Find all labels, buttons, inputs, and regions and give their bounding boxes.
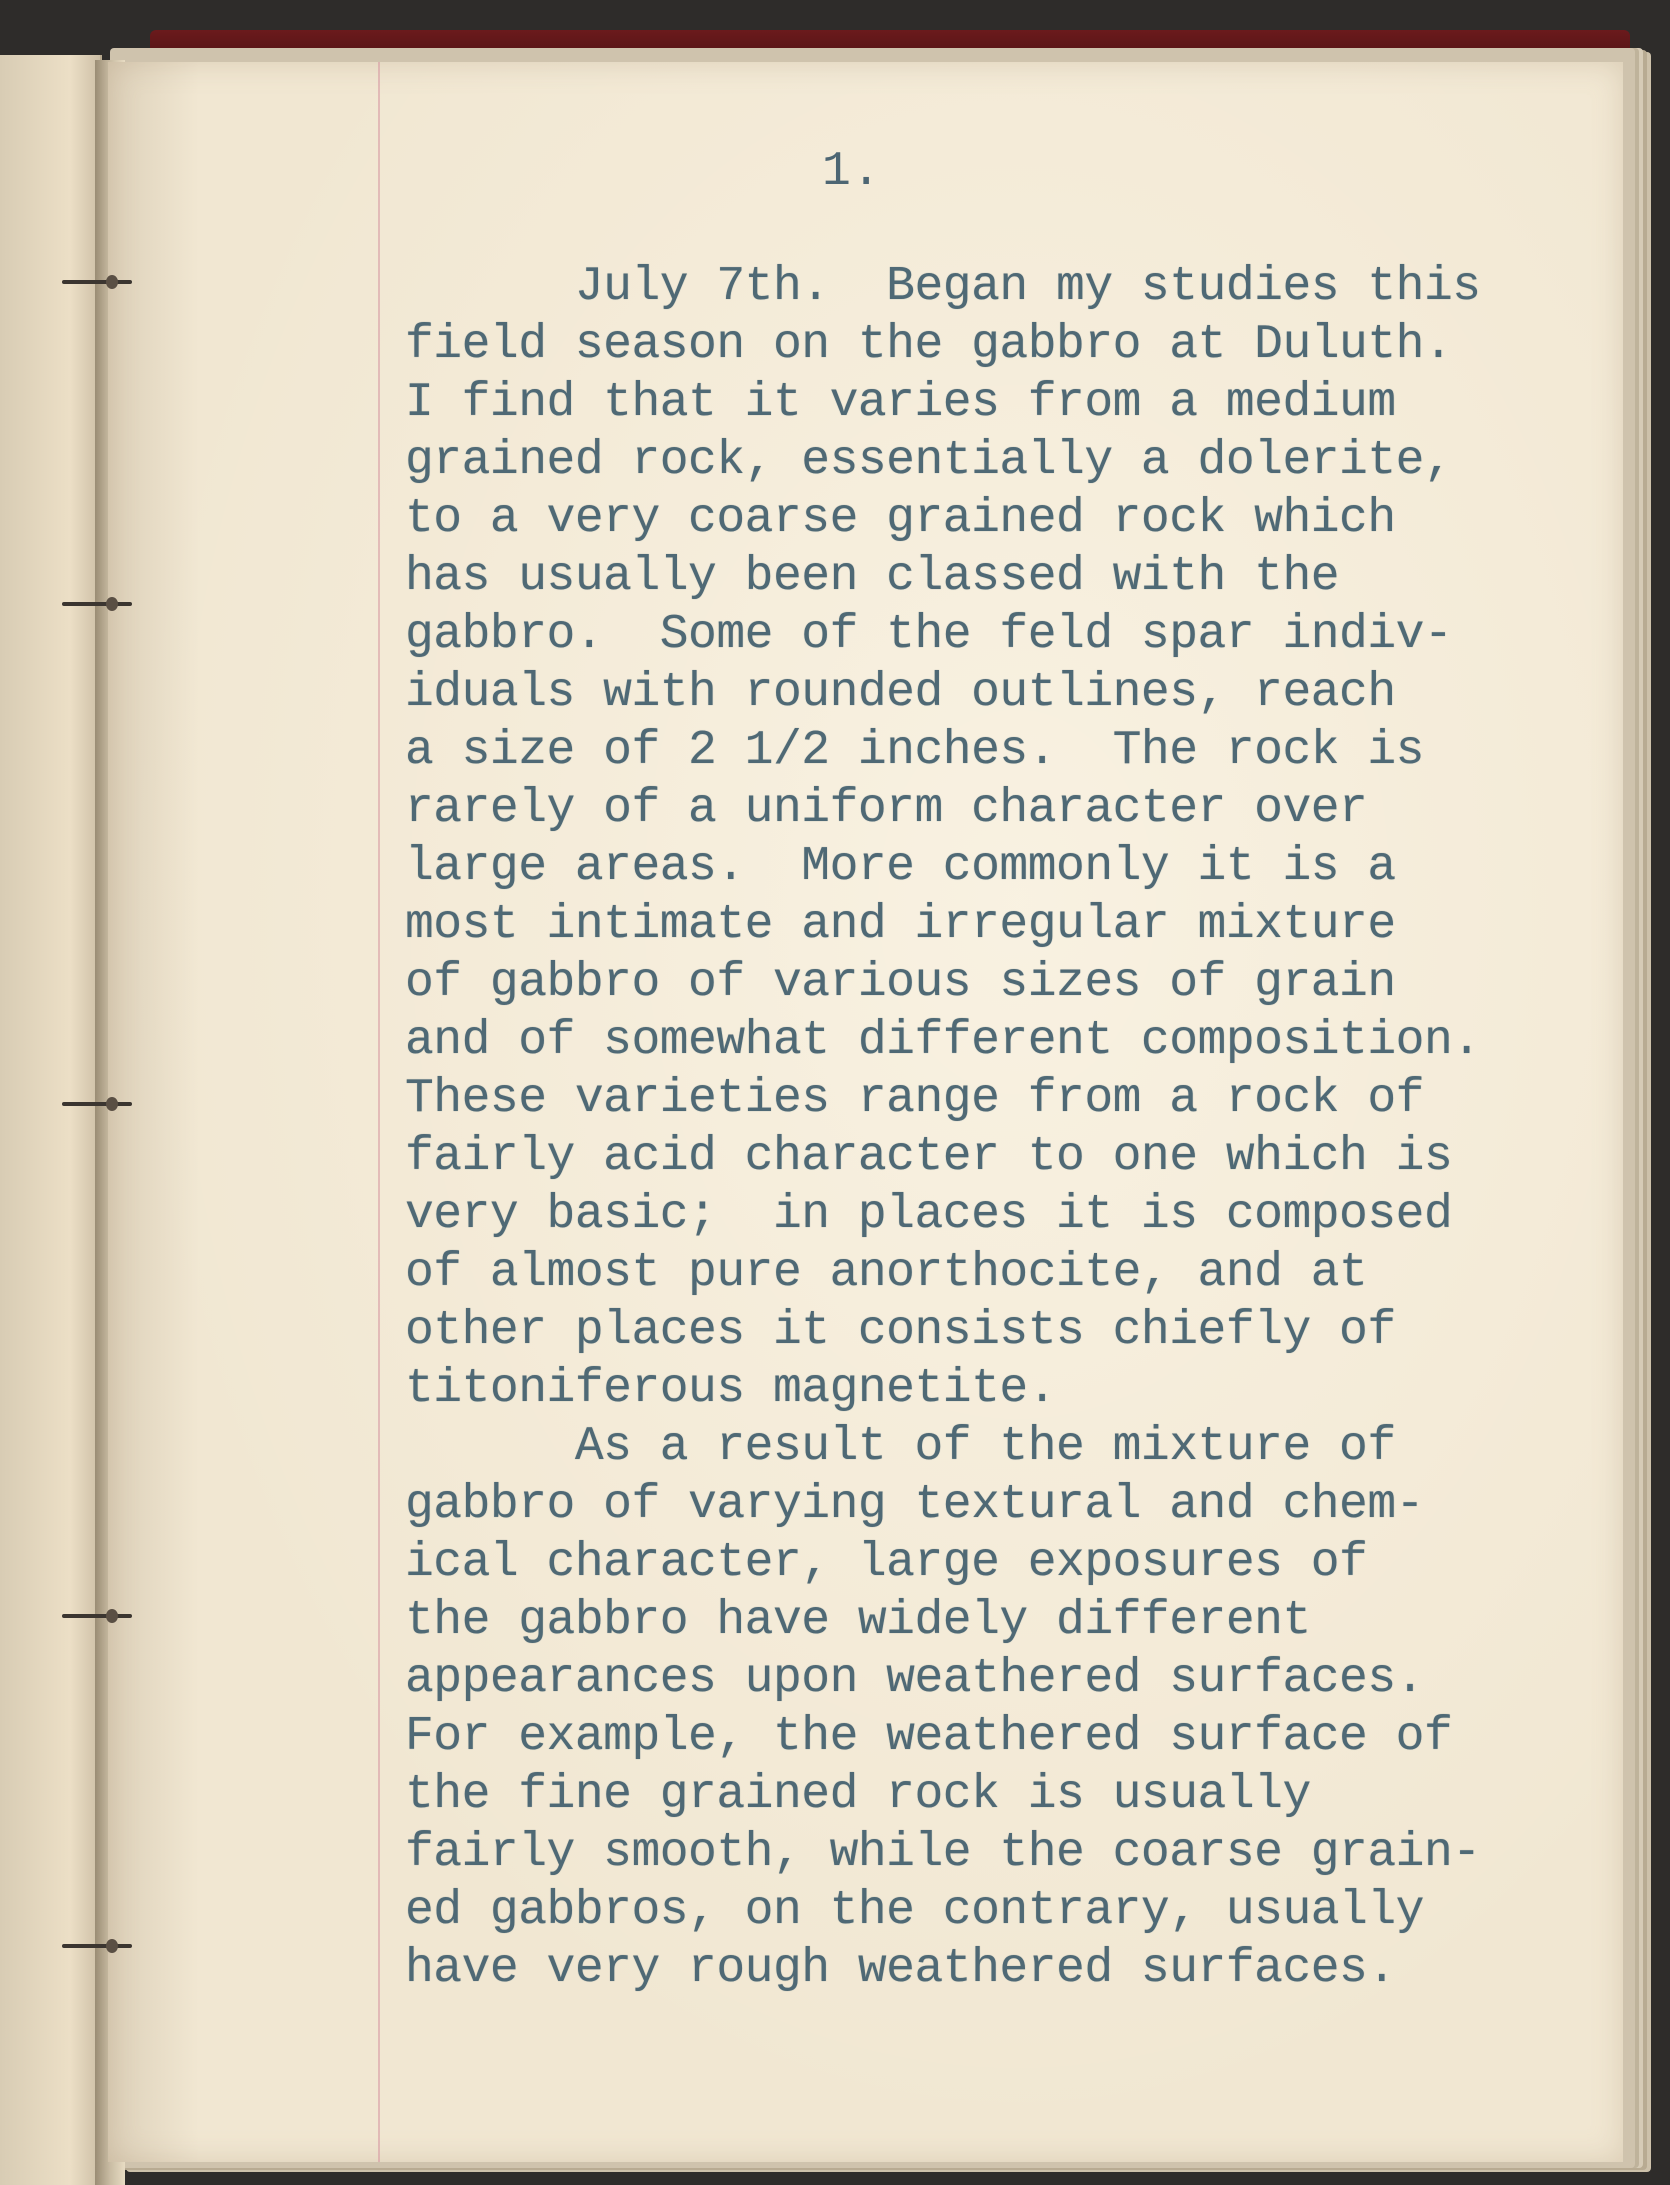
- text-line: has usually been classed with the: [405, 550, 1340, 604]
- text-line: ical character, large exposures of: [405, 1536, 1368, 1590]
- text-line: ed gabbros, on the contrary, usually: [405, 1884, 1424, 1938]
- text-line: and of somewhat different composition.: [405, 1014, 1481, 1068]
- text-line: For example, the weathered surface of: [405, 1710, 1453, 1764]
- text-line: to a very coarse grained rock which: [405, 492, 1396, 546]
- text-line: iduals with rounded outlines, reach: [405, 666, 1396, 720]
- typed-text-block: [405, 258, 1555, 1998]
- text-line: grained rock, essentially a dolerite,: [405, 434, 1453, 488]
- text-line: rarely of a uniform character over: [405, 782, 1368, 836]
- text-line: field season on the gabbro at Duluth.: [405, 318, 1453, 372]
- binding-ring-2: [62, 600, 132, 608]
- text-line: These varieties range from a rock of: [405, 1072, 1424, 1126]
- binding-ring-4: [62, 1612, 132, 1620]
- binding-ring-3: [62, 1100, 132, 1108]
- text-line: gabbro. Some of the feld spar indiv-: [405, 608, 1453, 662]
- margin-rule-line: [378, 62, 380, 2162]
- text-line: have very rough weathered surfaces.: [405, 1942, 1396, 1996]
- binding-ring-5: [62, 1942, 132, 1950]
- binding-ring-1: [62, 278, 132, 286]
- text-line: the fine grained rock is usually: [405, 1768, 1311, 1822]
- text-line: fairly smooth, while the coarse grain-: [405, 1826, 1481, 1880]
- page-number: 1.: [822, 145, 882, 199]
- left-page-edge: [0, 55, 102, 2185]
- text-line: appearances upon weathered surfaces.: [405, 1652, 1424, 1706]
- text-line: other places it consists chiefly of: [405, 1304, 1396, 1358]
- text-line: most intimate and irregular mixture: [405, 898, 1396, 952]
- text-line: gabbro of varying textural and chem-: [405, 1478, 1424, 1532]
- text-line: large areas. More commonly it is a: [405, 840, 1396, 894]
- text-line: As a result of the mixture of: [405, 1420, 1396, 1474]
- text-line: of gabbro of various sizes of grain: [405, 956, 1396, 1010]
- text-line: I find that it varies from a medium: [405, 376, 1396, 430]
- text-line: fairly acid character to one which is: [405, 1130, 1453, 1184]
- text-line: a size of 2 1/2 inches. The rock is: [405, 724, 1424, 778]
- text-line: of almost pure anorthocite, and at: [405, 1246, 1368, 1300]
- text-line: very basic; in places it is composed: [405, 1188, 1453, 1242]
- text-line: titoniferous magnetite.: [405, 1362, 1057, 1416]
- text-line: the gabbro have widely different: [405, 1594, 1311, 1648]
- text-line: July 7th. Began my studies this: [405, 260, 1481, 314]
